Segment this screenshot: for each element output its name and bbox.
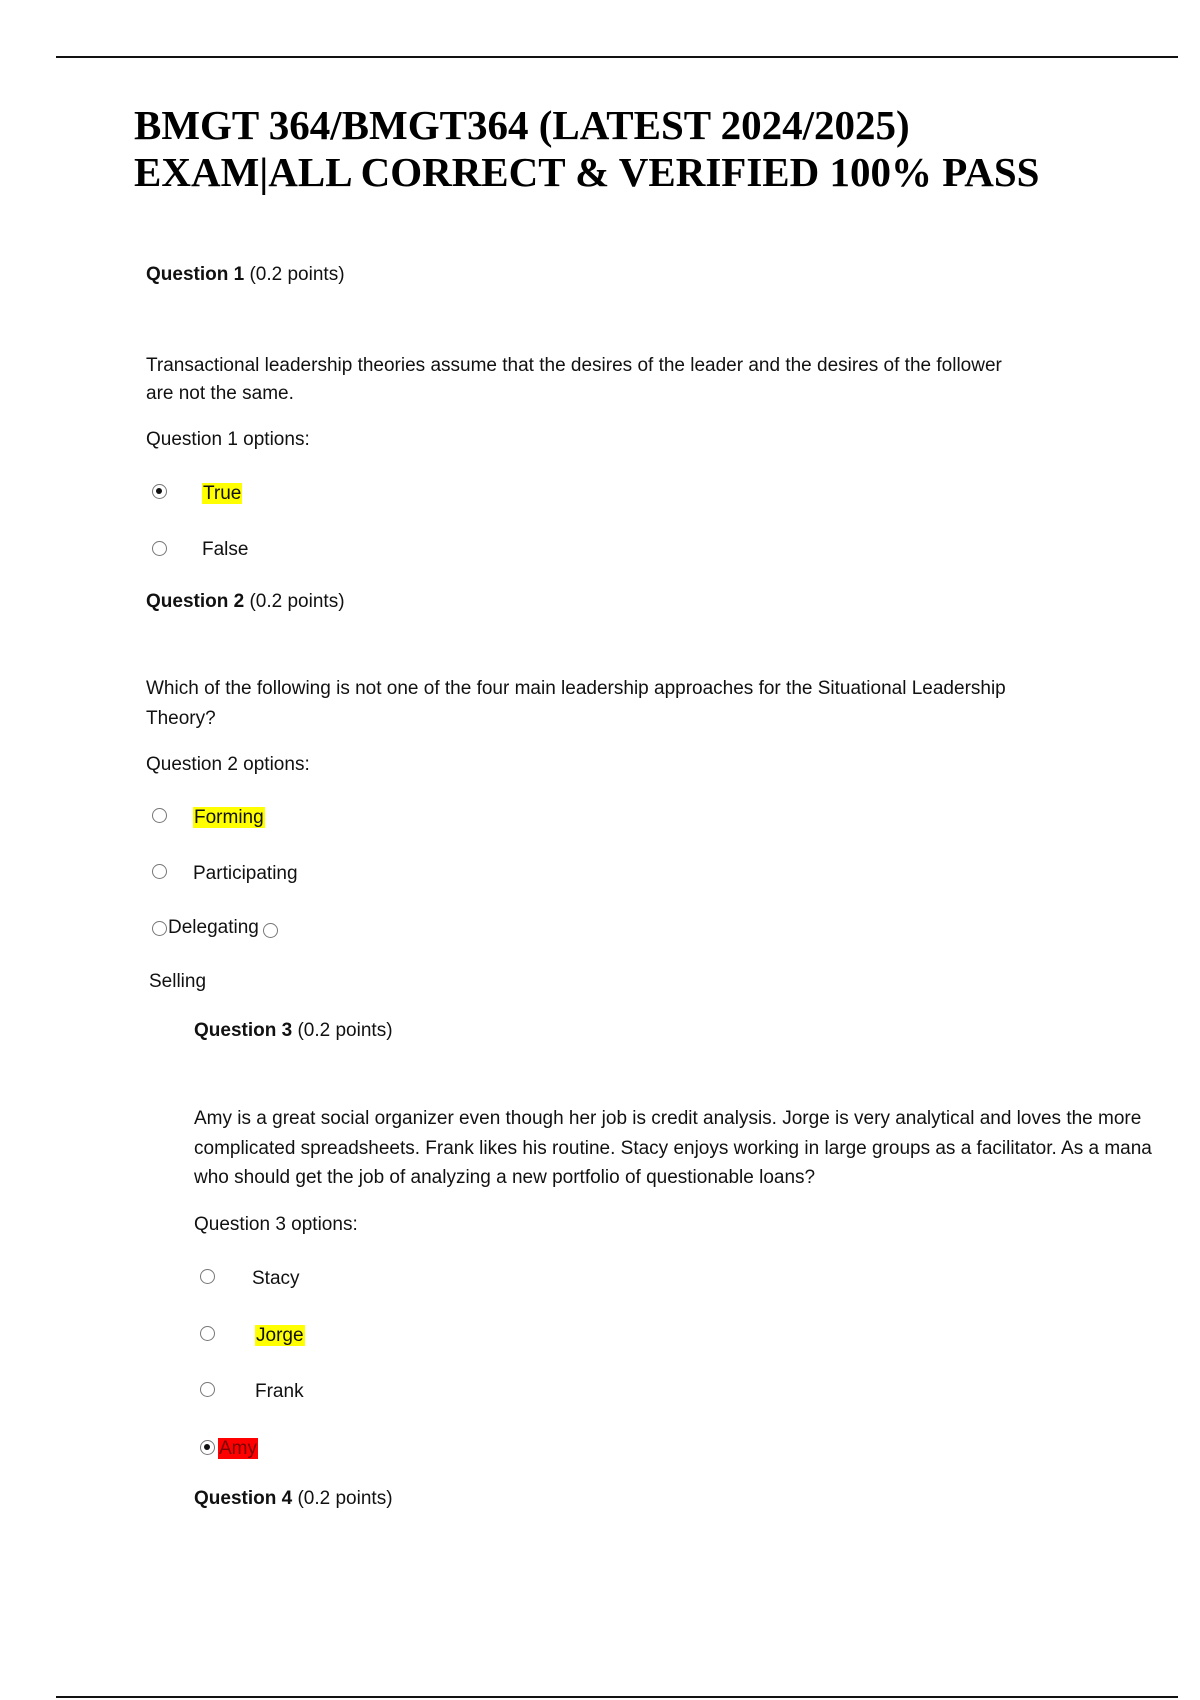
question-3-option-jorge	[255, 1323, 305, 1349]
question-1-text-line-1: Transactional leadership theories assume that the desires of the leader and the desires of the follower	[146, 355, 1002, 376]
question-3-option-stacy: Stacy	[252, 1268, 300, 1289]
question-2-option-selling: Selling	[149, 971, 207, 992]
document-title	[134, 102, 1174, 196]
question-3-option-stacy-radio[interactable]	[200, 1269, 215, 1284]
question-2-option-participating-radio[interactable]	[152, 864, 167, 879]
question-1-option-true-label: True	[203, 483, 242, 504]
question-3-option-amy-label: Amy	[219, 1438, 257, 1459]
question-3-option-frank: Frank	[255, 1381, 304, 1402]
question-1-text-line-2: are not the same.	[146, 383, 294, 404]
question-2-header	[146, 587, 345, 616]
question-1-option-true-radio[interactable]	[152, 484, 167, 499]
question-2-text-line-1: Which of the following is not one of the four main leadership approaches for the Situational Leadership	[146, 678, 1006, 699]
question-3-option-frank-radio[interactable]	[200, 1382, 215, 1397]
top-rule	[56, 56, 1178, 58]
title-line-2: EXAM|ALL CORRECT & VERIFIED 100% PASS	[134, 149, 1040, 195]
question-4-label: Question 4	[194, 1488, 293, 1509]
title-line-1: BMGT 364/BMGT364 (LATEST 2024/2025)	[134, 102, 910, 148]
question-2-text-line-2: Theory?	[146, 708, 216, 729]
question-3-text-line-3: who should get the job of analyzing a new portfolio of questionable loans?	[194, 1167, 816, 1188]
question-2-label: Question 2	[146, 591, 245, 612]
question-2-option-selling-radio[interactable]	[263, 923, 278, 938]
question-3-option-amy-radio[interactable]	[200, 1440, 215, 1455]
question-3-option-amy	[218, 1436, 258, 1462]
question-4-header	[194, 1484, 393, 1513]
question-1-option-true	[202, 481, 242, 507]
question-2-option-delegating: Delegating	[168, 917, 259, 938]
question-3-text-line-2: complicated spreadsheets. Frank likes his routine. Stacy enjoys working in large groups as a facilitator. As a mana	[194, 1138, 1152, 1159]
question-1-options-label: Question 1 options:	[146, 429, 310, 450]
question-2-points: (0.2 points)	[249, 591, 345, 612]
question-3-text-line-1: Amy is a great social organizer even though her job is credit analysis. Jorge is very analytical and loves the more	[194, 1108, 1142, 1129]
question-2-option-forming	[193, 805, 265, 831]
question-3-option-jorge-label: Jorge	[256, 1325, 304, 1346]
bottom-rule	[56, 1696, 1178, 1698]
question-2-option-delegating-radio[interactable]	[152, 921, 167, 936]
question-3-option-jorge-radio[interactable]	[200, 1326, 215, 1341]
question-2-options-label: Question 2 options:	[146, 754, 310, 775]
question-1-header	[146, 260, 345, 289]
question-3-label: Question 3	[194, 1020, 293, 1041]
question-1-label: Question 1	[146, 264, 245, 285]
question-3-header	[194, 1016, 393, 1045]
question-3-options-label: Question 3 options:	[194, 1214, 358, 1235]
question-2-option-forming-label: Forming	[194, 807, 264, 828]
question-1-option-false: False	[202, 539, 249, 560]
question-1-points: (0.2 points)	[249, 264, 345, 285]
question-3-points: (0.2 points)	[297, 1020, 393, 1041]
question-1-option-false-radio[interactable]	[152, 541, 167, 556]
question-2-option-forming-radio[interactable]	[152, 808, 167, 823]
question-4-points: (0.2 points)	[297, 1488, 393, 1509]
question-2-option-participating: Participating	[193, 863, 298, 884]
